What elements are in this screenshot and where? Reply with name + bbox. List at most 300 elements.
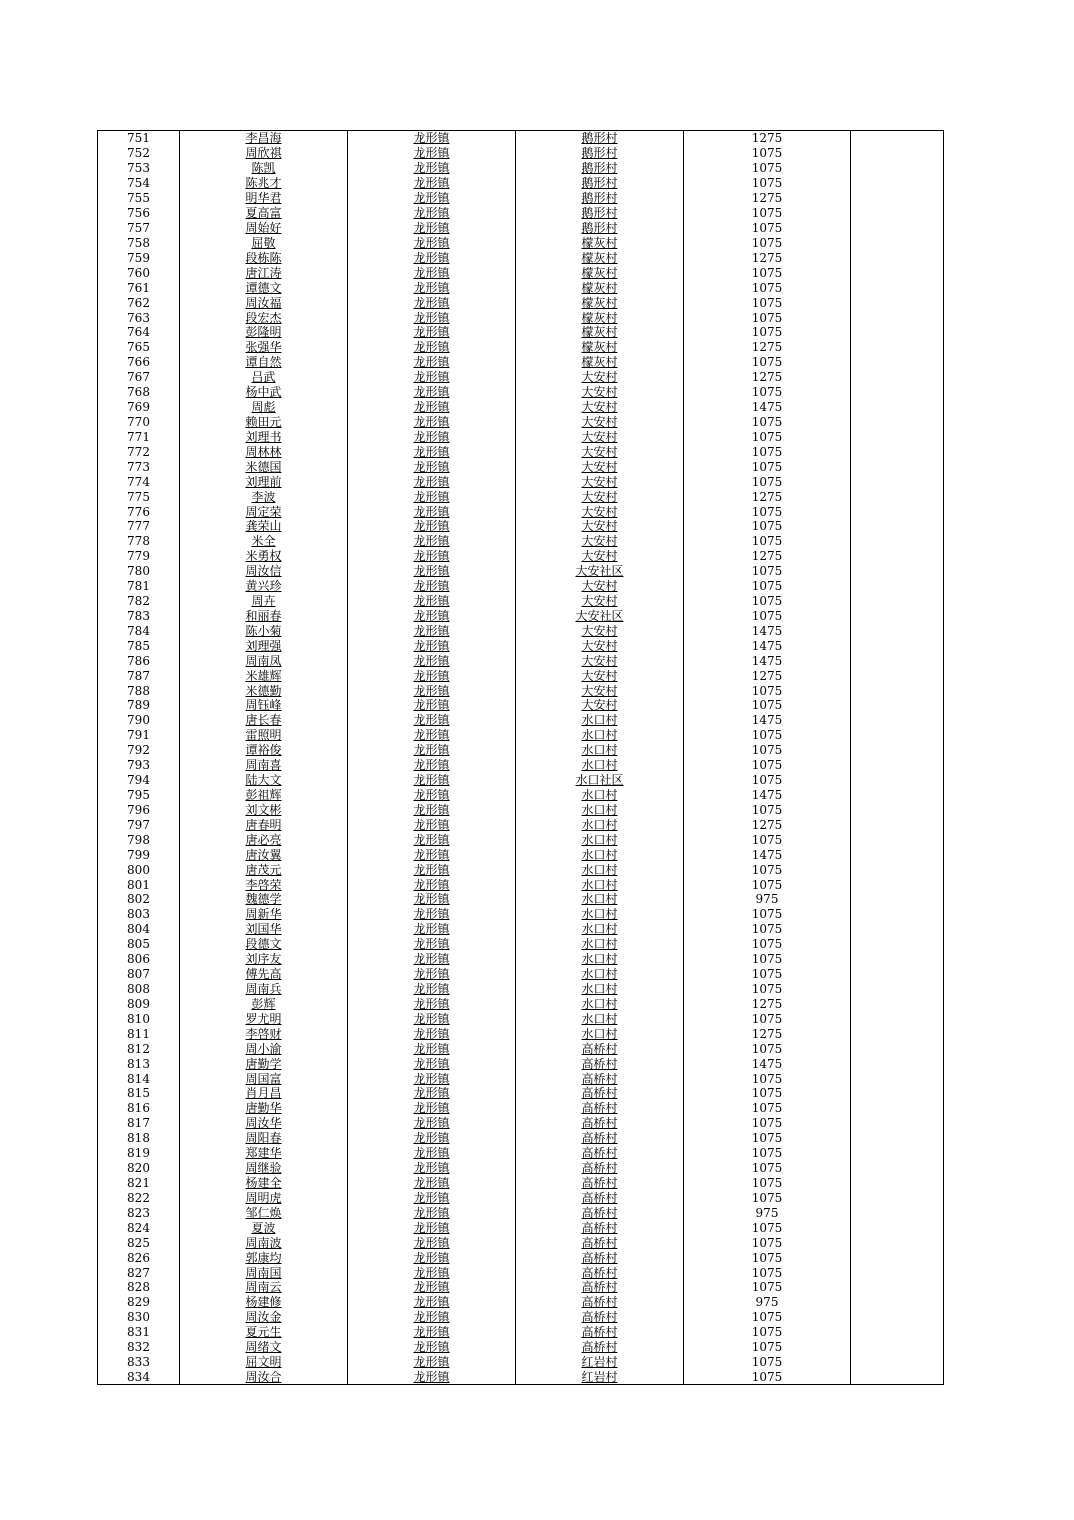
amount-cell: 1075 — [684, 534, 851, 549]
amount-cell: 1075 — [684, 295, 851, 310]
amount-cell: 1075 — [684, 1220, 851, 1235]
town-cell: 龙形镇 — [348, 594, 516, 609]
village-cell: 檬灰村 — [516, 355, 684, 370]
village-cell: 大安村 — [516, 549, 684, 564]
table-row — [98, 325, 944, 340]
name-cell: 李昌海 — [180, 131, 348, 146]
table-row — [98, 743, 944, 758]
village-cell: 水口村 — [516, 907, 684, 922]
amount-cell: 1075 — [684, 1355, 851, 1370]
note-cell — [851, 1071, 944, 1086]
amount-cell: 1075 — [684, 310, 851, 325]
name-cell: 周汝信 — [180, 564, 348, 579]
name-cell: 周南国 — [180, 1265, 348, 1280]
village-cell: 大安村 — [516, 429, 684, 444]
table-row — [98, 131, 944, 146]
row-number-cell: 765 — [98, 340, 180, 355]
row-number-cell: 814 — [98, 1071, 180, 1086]
row-number-cell: 787 — [98, 668, 180, 683]
name-cell: 明华君 — [180, 191, 348, 206]
note-cell — [851, 415, 944, 430]
table-row — [98, 265, 944, 280]
note-cell — [851, 623, 944, 638]
name-cell: 周南凤 — [180, 653, 348, 668]
town-cell: 龙形镇 — [348, 638, 516, 653]
town-cell: 龙形镇 — [348, 1071, 516, 1086]
table-row — [98, 1176, 944, 1191]
row-number-cell: 774 — [98, 474, 180, 489]
note-cell — [851, 1235, 944, 1250]
village-cell: 高桥村 — [516, 1190, 684, 1205]
table-row — [98, 877, 944, 892]
amount-cell: 1075 — [684, 1370, 851, 1385]
name-cell: 周国富 — [180, 1071, 348, 1086]
row-number-cell: 826 — [98, 1250, 180, 1265]
name-cell: 周绪文 — [180, 1340, 348, 1355]
note-cell — [851, 1250, 944, 1265]
row-number-cell: 758 — [98, 235, 180, 250]
note-cell — [851, 1176, 944, 1191]
table-row — [98, 250, 944, 265]
table-row — [98, 1071, 944, 1086]
town-cell: 龙形镇 — [348, 1280, 516, 1295]
amount-cell: 1475 — [684, 1056, 851, 1071]
note-cell — [851, 653, 944, 668]
name-cell: 罗尤明 — [180, 1011, 348, 1026]
amount-cell: 1275 — [684, 668, 851, 683]
row-number-cell: 803 — [98, 907, 180, 922]
village-cell: 檬灰村 — [516, 340, 684, 355]
town-cell: 龙形镇 — [348, 952, 516, 967]
table-row — [98, 862, 944, 877]
name-cell: 周明虎 — [180, 1190, 348, 1205]
table-row — [98, 310, 944, 325]
table-row — [98, 1250, 944, 1265]
amount-cell: 1075 — [684, 146, 851, 161]
town-cell: 龙形镇 — [348, 534, 516, 549]
amount-cell: 1075 — [684, 1131, 851, 1146]
amount-cell: 1075 — [684, 385, 851, 400]
amount-cell: 1075 — [684, 1146, 851, 1161]
note-cell — [851, 1131, 944, 1146]
row-number-cell: 804 — [98, 922, 180, 937]
note-cell — [851, 400, 944, 415]
amount-cell: 1475 — [684, 638, 851, 653]
village-cell: 水口村 — [516, 1026, 684, 1041]
table-row — [98, 489, 944, 504]
name-cell: 陈凯 — [180, 161, 348, 176]
amount-cell: 1075 — [684, 1176, 851, 1191]
table-row — [98, 1265, 944, 1280]
village-cell: 水口村 — [516, 713, 684, 728]
amount-cell: 1075 — [684, 474, 851, 489]
amount-cell: 1075 — [684, 907, 851, 922]
amount-cell: 1275 — [684, 817, 851, 832]
town-cell: 龙形镇 — [348, 907, 516, 922]
table-row — [98, 1161, 944, 1176]
name-cell: 赖田元 — [180, 415, 348, 430]
village-cell: 水口村 — [516, 847, 684, 862]
table-row — [98, 191, 944, 206]
amount-cell: 1075 — [684, 922, 851, 937]
amount-cell: 1075 — [684, 1310, 851, 1325]
row-number-cell: 784 — [98, 623, 180, 638]
row-number-cell: 809 — [98, 996, 180, 1011]
note-cell — [851, 1101, 944, 1116]
row-number-cell: 769 — [98, 400, 180, 415]
town-cell: 龙形镇 — [348, 250, 516, 265]
table-row — [98, 176, 944, 191]
row-number-cell: 815 — [98, 1086, 180, 1101]
note-cell — [851, 1056, 944, 1071]
village-cell: 水口村 — [516, 862, 684, 877]
note-cell — [851, 280, 944, 295]
table-row — [98, 280, 944, 295]
town-cell: 龙形镇 — [348, 519, 516, 534]
village-cell: 鹅形村 — [516, 146, 684, 161]
village-cell: 高桥村 — [516, 1205, 684, 1220]
note-cell — [851, 1355, 944, 1370]
name-cell: 李波 — [180, 489, 348, 504]
town-cell: 龙形镇 — [348, 310, 516, 325]
village-cell: 高桥村 — [516, 1071, 684, 1086]
row-number-cell: 824 — [98, 1220, 180, 1235]
town-cell: 龙形镇 — [348, 758, 516, 773]
note-cell — [851, 907, 944, 922]
table-row — [98, 1220, 944, 1235]
name-cell: 米全 — [180, 534, 348, 549]
town-cell: 龙形镇 — [348, 191, 516, 206]
village-cell: 大安村 — [516, 519, 684, 534]
table-row — [98, 1101, 944, 1116]
table-row — [98, 1146, 944, 1161]
row-number-cell: 756 — [98, 206, 180, 221]
row-number-cell: 813 — [98, 1056, 180, 1071]
note-cell — [851, 728, 944, 743]
village-cell: 大安村 — [516, 444, 684, 459]
village-cell: 水口村 — [516, 1011, 684, 1026]
row-number-cell: 763 — [98, 310, 180, 325]
town-cell: 龙形镇 — [348, 683, 516, 698]
name-cell: 刘序友 — [180, 952, 348, 967]
name-cell: 李啓荣 — [180, 877, 348, 892]
town-cell: 龙形镇 — [348, 340, 516, 355]
note-cell — [851, 250, 944, 265]
note-cell — [851, 937, 944, 952]
row-number-cell: 775 — [98, 489, 180, 504]
village-cell: 大安村 — [516, 579, 684, 594]
name-cell: 刘理强 — [180, 638, 348, 653]
town-cell: 龙形镇 — [348, 877, 516, 892]
note-cell — [851, 1026, 944, 1041]
amount-cell: 1075 — [684, 325, 851, 340]
row-number-cell: 805 — [98, 937, 180, 952]
village-cell: 高桥村 — [516, 1056, 684, 1071]
note-cell — [851, 1265, 944, 1280]
town-cell: 龙形镇 — [348, 549, 516, 564]
village-cell: 高桥村 — [516, 1250, 684, 1265]
amount-cell: 1475 — [684, 788, 851, 803]
name-cell: 屈文明 — [180, 1355, 348, 1370]
note-cell — [851, 295, 944, 310]
note-cell — [851, 325, 944, 340]
town-cell: 龙形镇 — [348, 832, 516, 847]
table-row — [98, 206, 944, 221]
table-row — [98, 519, 944, 534]
amount-cell: 1075 — [684, 773, 851, 788]
table-row — [98, 832, 944, 847]
town-cell: 龙形镇 — [348, 131, 516, 146]
row-number-cell: 800 — [98, 862, 180, 877]
amount-cell: 975 — [684, 1295, 851, 1310]
village-cell: 大安村 — [516, 474, 684, 489]
amount-cell: 1075 — [684, 265, 851, 280]
amount-cell: 1075 — [684, 683, 851, 698]
note-cell — [851, 802, 944, 817]
amount-cell: 1075 — [684, 221, 851, 236]
name-cell: 段栋陈 — [180, 250, 348, 265]
town-cell: 龙形镇 — [348, 1116, 516, 1131]
table-row — [98, 773, 944, 788]
name-cell: 彭辉 — [180, 996, 348, 1011]
town-cell: 龙形镇 — [348, 385, 516, 400]
amount-cell: 1475 — [684, 623, 851, 638]
amount-cell: 1075 — [684, 1190, 851, 1205]
note-cell — [851, 1041, 944, 1056]
name-cell: 屈敬 — [180, 235, 348, 250]
amount-cell: 1075 — [684, 1250, 851, 1265]
amount-cell: 1475 — [684, 400, 851, 415]
village-cell: 高桥村 — [516, 1280, 684, 1295]
town-cell: 龙形镇 — [348, 668, 516, 683]
name-cell: 陈小菊 — [180, 623, 348, 638]
town-cell: 龙形镇 — [348, 713, 516, 728]
table-row — [98, 534, 944, 549]
town-cell: 龙形镇 — [348, 1220, 516, 1235]
town-cell: 龙形镇 — [348, 773, 516, 788]
amount-cell: 1075 — [684, 937, 851, 952]
name-cell: 雷照明 — [180, 728, 348, 743]
name-cell: 杨中武 — [180, 385, 348, 400]
note-cell — [851, 340, 944, 355]
note-cell — [851, 221, 944, 236]
name-cell: 彭隆明 — [180, 325, 348, 340]
amount-cell: 1075 — [684, 743, 851, 758]
town-cell: 龙形镇 — [348, 474, 516, 489]
table-row — [98, 1295, 944, 1310]
table-row — [98, 355, 944, 370]
note-cell — [851, 847, 944, 862]
village-cell: 水口村 — [516, 982, 684, 997]
table-row — [98, 1370, 944, 1385]
row-number-cell: 795 — [98, 788, 180, 803]
town-cell: 龙形镇 — [348, 1250, 516, 1265]
note-cell — [851, 549, 944, 564]
row-number-cell: 817 — [98, 1116, 180, 1131]
village-cell: 鹅形村 — [516, 206, 684, 221]
amount-cell: 1275 — [684, 370, 851, 385]
note-cell — [851, 355, 944, 370]
row-number-cell: 782 — [98, 594, 180, 609]
note-cell — [851, 206, 944, 221]
village-cell: 红岩村 — [516, 1370, 684, 1385]
village-cell: 水口社区 — [516, 773, 684, 788]
village-cell: 高桥村 — [516, 1116, 684, 1131]
table-row — [98, 1041, 944, 1056]
note-cell — [851, 698, 944, 713]
table-row — [98, 594, 944, 609]
note-cell — [851, 191, 944, 206]
town-cell: 龙形镇 — [348, 1026, 516, 1041]
note-cell — [851, 235, 944, 250]
village-cell: 檬灰村 — [516, 295, 684, 310]
village-cell: 高桥村 — [516, 1176, 684, 1191]
row-number-cell: 820 — [98, 1161, 180, 1176]
table-row — [98, 1280, 944, 1295]
town-cell: 龙形镇 — [348, 280, 516, 295]
village-cell: 水口村 — [516, 817, 684, 832]
row-number-cell: 776 — [98, 504, 180, 519]
name-cell: 龚荣山 — [180, 519, 348, 534]
name-cell: 唐春明 — [180, 817, 348, 832]
note-cell — [851, 1205, 944, 1220]
row-number-cell: 799 — [98, 847, 180, 862]
table-row — [98, 1190, 944, 1205]
amount-cell: 1075 — [684, 415, 851, 430]
table-row — [98, 982, 944, 997]
amount-cell: 1075 — [684, 1041, 851, 1056]
table-row — [98, 623, 944, 638]
name-cell: 周南兵 — [180, 982, 348, 997]
note-cell — [851, 1220, 944, 1235]
row-number-cell: 791 — [98, 728, 180, 743]
note-cell — [851, 429, 944, 444]
town-cell: 龙形镇 — [348, 221, 516, 236]
town-cell: 龙形镇 — [348, 996, 516, 1011]
note-cell — [851, 385, 944, 400]
note-cell — [851, 579, 944, 594]
village-cell: 鹅形村 — [516, 131, 684, 146]
row-number-cell: 833 — [98, 1355, 180, 1370]
row-number-cell: 798 — [98, 832, 180, 847]
town-cell: 龙形镇 — [348, 1131, 516, 1146]
amount-cell: 1075 — [684, 1011, 851, 1026]
note-cell — [851, 459, 944, 474]
note-cell — [851, 952, 944, 967]
table-row — [98, 638, 944, 653]
note-cell — [851, 817, 944, 832]
name-cell: 和丽春 — [180, 609, 348, 624]
village-cell: 高桥村 — [516, 1295, 684, 1310]
note-cell — [851, 1161, 944, 1176]
table-row — [98, 952, 944, 967]
name-cell: 周小渝 — [180, 1041, 348, 1056]
amount-cell: 1475 — [684, 653, 851, 668]
row-number-cell: 751 — [98, 131, 180, 146]
name-cell: 杨建全 — [180, 1176, 348, 1191]
table-row — [98, 1325, 944, 1340]
table-row — [98, 653, 944, 668]
name-cell: 周南云 — [180, 1280, 348, 1295]
name-cell: 陆大文 — [180, 773, 348, 788]
amount-cell: 1275 — [684, 489, 851, 504]
table-row — [98, 1235, 944, 1250]
town-cell: 龙形镇 — [348, 429, 516, 444]
village-cell: 水口村 — [516, 967, 684, 982]
note-cell — [851, 519, 944, 534]
amount-cell: 1275 — [684, 340, 851, 355]
note-cell — [851, 1295, 944, 1310]
amount-cell: 1075 — [684, 862, 851, 877]
name-cell: 周汝福 — [180, 295, 348, 310]
name-cell: 谭自然 — [180, 355, 348, 370]
town-cell: 龙形镇 — [348, 1176, 516, 1191]
note-cell — [851, 1116, 944, 1131]
note-cell — [851, 862, 944, 877]
table-row — [98, 1205, 944, 1220]
amount-cell: 1475 — [684, 713, 851, 728]
table-row — [98, 549, 944, 564]
note-cell — [851, 1280, 944, 1295]
amount-cell: 1075 — [684, 967, 851, 982]
note-cell — [851, 773, 944, 788]
town-cell: 龙形镇 — [348, 400, 516, 415]
name-cell: 唐勤华 — [180, 1101, 348, 1116]
note-cell — [851, 1146, 944, 1161]
name-cell: 李啓财 — [180, 1026, 348, 1041]
table-row — [98, 235, 944, 250]
village-cell: 水口村 — [516, 758, 684, 773]
village-cell: 檬灰村 — [516, 280, 684, 295]
amount-cell: 975 — [684, 892, 851, 907]
village-cell: 水口村 — [516, 922, 684, 937]
row-number-cell: 780 — [98, 564, 180, 579]
row-number-cell: 759 — [98, 250, 180, 265]
row-number-cell: 773 — [98, 459, 180, 474]
note-cell — [851, 1310, 944, 1325]
amount-cell: 1075 — [684, 802, 851, 817]
row-number-cell: 823 — [98, 1205, 180, 1220]
village-cell: 大安村 — [516, 594, 684, 609]
note-cell — [851, 310, 944, 325]
row-number-cell: 768 — [98, 385, 180, 400]
town-cell: 龙形镇 — [348, 1205, 516, 1220]
name-cell: 彭祖辉 — [180, 788, 348, 803]
note-cell — [851, 564, 944, 579]
row-number-cell: 783 — [98, 609, 180, 624]
village-cell: 水口村 — [516, 802, 684, 817]
town-cell: 龙形镇 — [348, 1355, 516, 1370]
name-cell: 米雄辉 — [180, 668, 348, 683]
table-row — [98, 892, 944, 907]
village-cell: 鹅形村 — [516, 161, 684, 176]
village-cell: 大安村 — [516, 623, 684, 638]
name-cell: 吕武 — [180, 370, 348, 385]
village-cell: 大安村 — [516, 415, 684, 430]
row-number-cell: 810 — [98, 1011, 180, 1026]
amount-cell: 1075 — [684, 504, 851, 519]
town-cell: 龙形镇 — [348, 788, 516, 803]
row-number-cell: 793 — [98, 758, 180, 773]
village-cell: 大安社区 — [516, 609, 684, 624]
amount-cell: 1075 — [684, 1280, 851, 1295]
table-row — [98, 1086, 944, 1101]
amount-cell: 1275 — [684, 549, 851, 564]
amount-cell: 1075 — [684, 1101, 851, 1116]
town-cell: 龙形镇 — [348, 1011, 516, 1026]
name-cell: 段宏杰 — [180, 310, 348, 325]
village-cell: 大安村 — [516, 668, 684, 683]
